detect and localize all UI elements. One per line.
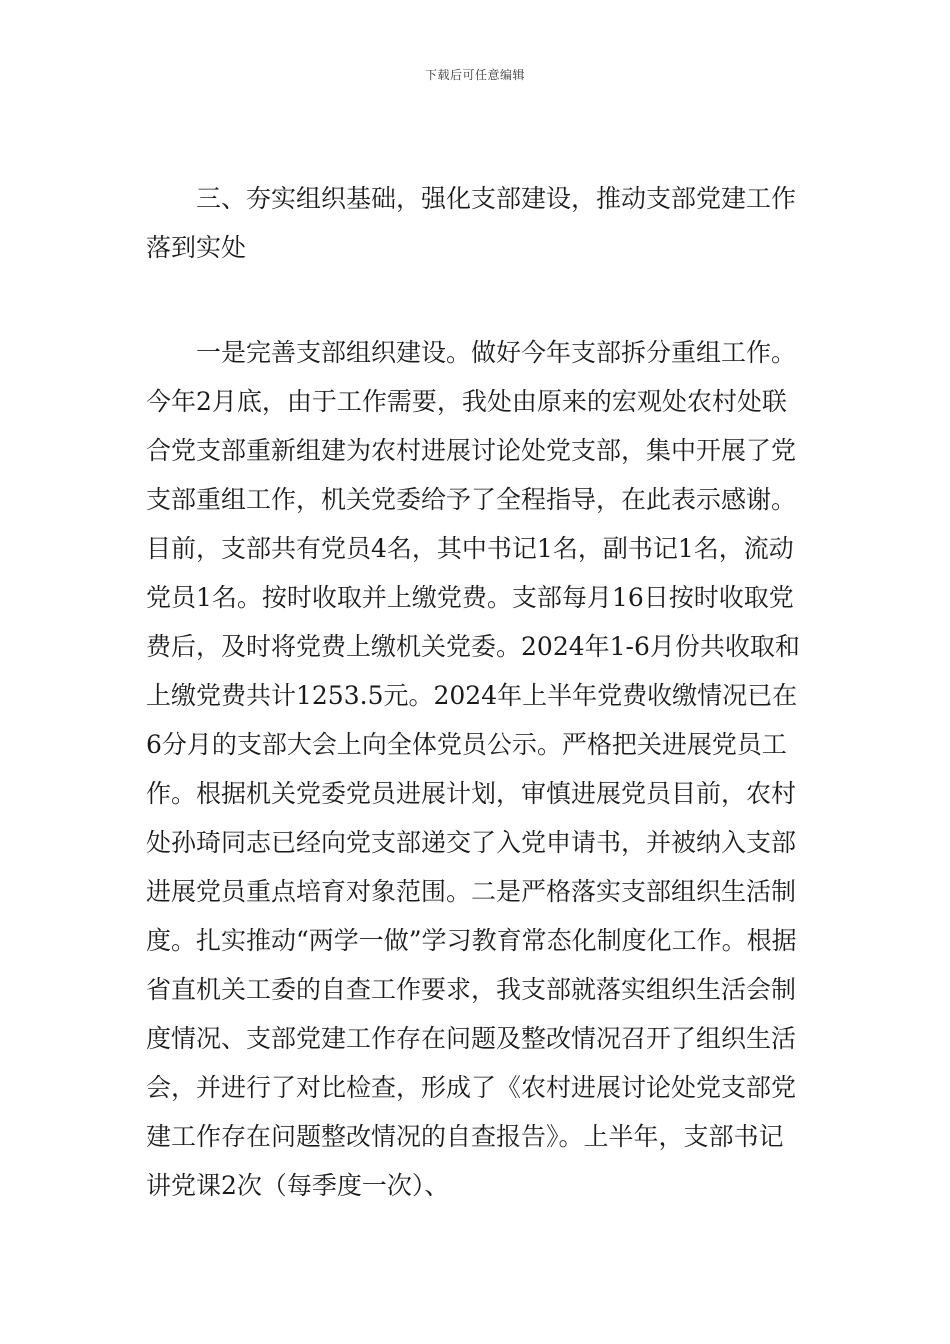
body-paragraph bbox=[146, 328, 808, 1210]
section-heading bbox=[146, 174, 808, 272]
header-note: 下载后可任意编辑 bbox=[424, 68, 525, 82]
section-heading-text: 三、夯实组织基础，强化支部建设，推动支部党建工作落到实处 bbox=[146, 184, 797, 262]
body-paragraph-text: 一是完善支部组织建设。做好今年支部拆分重组工作。今年2月底，由于工作需要，我处由原来的宏观处农村处联合党支部重新组建为农村进展讨论处党支部，集中开展了党支部重组工作，机关党委给予了全程指导，在此表示感谢。目前，支部共有党员4名，其中书记1名，副书记1名，流动党员1名。按时收取并上缴党费。支部每月16日按时收取党费后，及时将党费上缴机关党委。2024年1-6月份共收取和上缴党费共计1253.5元。2024年上半年党费收缴情况已在6分月的支部大会上向全体党员公示。严格把关进展党员工作。根据机关党委党员进展计划，审慎进展党员目前，农村处孙琦同志已经向党支部递交了入党申请书，并被纳入支部进展党员重点培育对象范围。二是严格落实支部组织生活制度。扎实推动“两学一做”学习教育常态化制度化工作。根据省直机关工委的自查工作要求，我支部就落实组织生活会制度情况、支部党建工作存在问题及整改情况召开了组织生活会，并进行了对比检查，形成了《农村进展讨论处党支部党建工作存在问题整改情况的自查报告》。上半年，支部书记讲党课2次（每季度一次）、 bbox=[146, 338, 800, 1200]
